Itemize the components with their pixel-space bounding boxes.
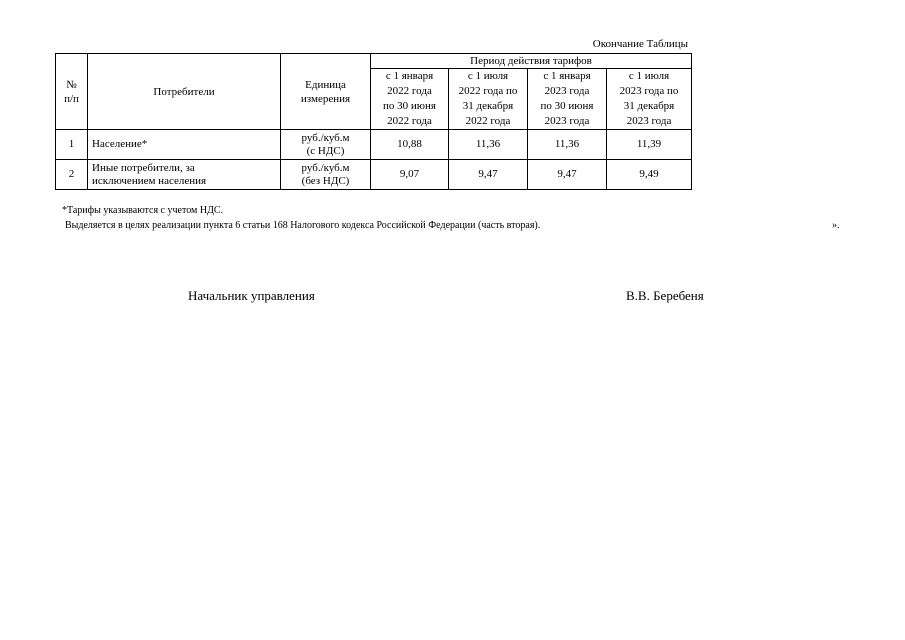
signatory-name: В.В. Беребеня xyxy=(626,288,704,303)
period-header-line: с 1 июля xyxy=(467,70,509,82)
period-header-line: 2022 года xyxy=(387,85,432,97)
tariff-value: 9,49 xyxy=(607,160,692,190)
period-header-line: 31 декабря xyxy=(623,100,675,112)
period-header-1 xyxy=(371,69,449,130)
consumer-name-line: Иные потребители, за xyxy=(92,161,195,174)
tariff-value: 11,39 xyxy=(607,130,692,160)
tariff-table xyxy=(55,53,692,190)
col-header-period: Период действия тарифов xyxy=(371,54,692,69)
period-header-2 xyxy=(449,69,528,130)
tariff-value: 9,47 xyxy=(528,160,607,190)
period-header-line: 31 декабря xyxy=(462,100,514,112)
vat-footnote: *Тарифы указываются с учетом НДС. xyxy=(62,205,224,216)
period-header-line: 2023 года xyxy=(544,85,590,97)
table-header-row xyxy=(56,54,692,69)
consumer-name-line: исключением населения xyxy=(92,174,207,187)
tariff-value: 9,47 xyxy=(449,160,528,190)
period-header-3 xyxy=(528,69,607,130)
col-header-unit-line: измерения xyxy=(300,92,351,105)
unit-line: (с НДС) xyxy=(306,144,345,157)
consumer-name-line: Население* xyxy=(92,138,148,150)
closing-quote-mark: ». xyxy=(832,220,840,231)
col-header-unit-line: Единица xyxy=(305,78,346,91)
table-row xyxy=(56,160,692,190)
col-header-number xyxy=(56,54,88,130)
col-header-unit xyxy=(281,54,371,130)
tax-code-note: Выделяется в целях реализации пункта 6 статьи 168 Налогового кодекса Российской Федерации (часть вторая). xyxy=(65,220,541,231)
table-row xyxy=(56,130,692,160)
period-header-line: 2022 года по xyxy=(458,85,518,97)
table-caption: Окончание Таблицы xyxy=(592,38,688,50)
row-number: 2 xyxy=(56,160,88,190)
tariff-value: 10,88 xyxy=(371,130,449,160)
unit-cell xyxy=(281,130,371,160)
period-header-line: 2023 года по xyxy=(619,85,679,97)
period-header-line: 2023 года xyxy=(626,115,672,127)
consumer-name xyxy=(88,130,281,160)
tariff-value: 9,07 xyxy=(371,160,449,190)
unit-line: руб./куб.м xyxy=(301,131,350,144)
consumer-name xyxy=(88,160,281,190)
tariff-value: 11,36 xyxy=(449,130,528,160)
signatory-title: Начальник управления xyxy=(188,288,315,303)
unit-line: руб./куб.м xyxy=(301,161,350,174)
period-header-line: 2022 года xyxy=(465,115,511,127)
row-number: 1 xyxy=(56,130,88,160)
period-header-line: с 1 июля xyxy=(628,70,670,82)
col-header-consumers: Потребители xyxy=(88,54,281,130)
period-header-line: с 1 января xyxy=(385,70,434,82)
unit-line: (без НДС) xyxy=(301,174,350,187)
period-header-line: по 30 июня xyxy=(383,100,436,112)
unit-cell xyxy=(281,160,371,190)
period-header-line: 2022 года xyxy=(387,115,432,127)
col-header-number-line: п/п xyxy=(64,92,79,105)
col-header-number-line: № xyxy=(66,78,77,91)
tariff-value: 11,36 xyxy=(528,130,607,160)
period-header-line: 2023 года xyxy=(544,115,590,127)
period-header-line: с 1 января xyxy=(543,70,591,82)
period-header-line: по 30 июня xyxy=(540,100,594,112)
period-header-4 xyxy=(607,69,692,130)
